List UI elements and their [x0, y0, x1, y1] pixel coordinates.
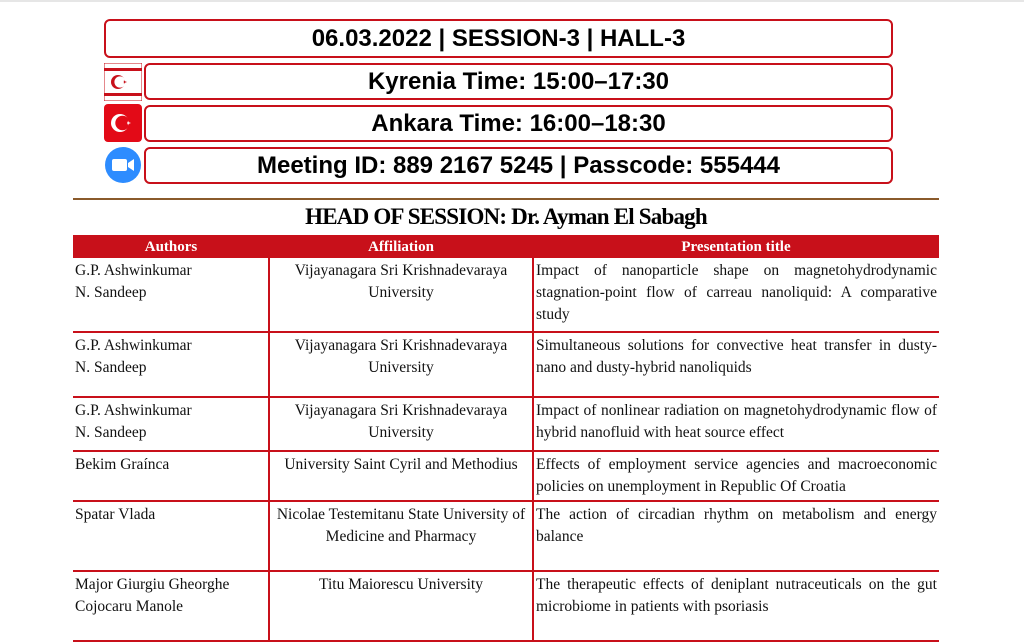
author-name: Spatar Vlada [75, 506, 156, 523]
author-name: Major Giurgiu Gheorghe [75, 576, 230, 593]
presentations-table [73, 235, 939, 642]
affiliation-cell: Titu Maiorescu University [269, 571, 533, 641]
affiliation-cell: University Saint Cyril and Methodius [269, 451, 533, 501]
table-row [73, 451, 939, 501]
table-row [73, 571, 939, 641]
author-name: G.P. Ashwinkumar [75, 262, 192, 279]
author-name: N. Sandeep [75, 359, 147, 376]
authors-cell [73, 258, 269, 332]
meeting-info-banner [144, 147, 893, 184]
table-row [73, 397, 939, 451]
title-cell: The action of circadian rhythm on metabolism and energy balance [533, 501, 939, 571]
title-cell: Simultaneous solutions for convective heat transfer in dusty-nano and dusty-hybrid nanoliquids [533, 332, 939, 397]
zoom-video-icon [104, 146, 142, 184]
affiliation-cell: Nicolae Testemitanu State University of Medicine and Pharmacy [269, 501, 533, 571]
meeting-text: Meeting ID: 889 2167 5245 | Passcode: 555444 [256, 151, 781, 179]
kyrenia-time-banner [144, 63, 893, 100]
title-cell: Effects of employment service agencies and macroeconomic policies on unemployment in Republic Of Croatia [533, 451, 939, 501]
authors-cell [73, 571, 269, 641]
author-name: G.P. Ashwinkumar [75, 402, 192, 419]
turkey-flag-icon [104, 104, 142, 142]
ankara-time-text: Ankara Time: 16:00–18:30 [371, 109, 666, 137]
title-cell: The therapeutic effects of deniplant nutraceuticals on the gut microbiome in patients with psoriasis [533, 571, 939, 641]
authors-cell [73, 332, 269, 397]
trnc-flag-icon [104, 63, 142, 101]
head-of-session-title: HEAD OF SESSION: Dr. Ayman El Sabagh [305, 204, 707, 229]
author-name: N. Sandeep [75, 284, 147, 301]
table-row [73, 332, 939, 397]
author-name: Bekim Graínca [75, 456, 170, 473]
session-banner [104, 19, 893, 58]
author-name: Cojocaru Manole [75, 598, 184, 615]
column-header-title: Presentation title [533, 235, 939, 258]
ankara-time-banner [144, 105, 893, 142]
author-name: G.P. Ashwinkumar [75, 337, 192, 354]
title-cell: Impact of nonlinear radiation on magnetohydrodynamic flow of hybrid nanofluid with heat source effect [533, 397, 939, 451]
affiliation-cell: Vijayanagara Sri Krishnadevaraya University [269, 397, 533, 451]
kyrenia-time-text: Kyrenia Time: 15:00–17:30 [367, 67, 670, 95]
affiliation-cell: Vijayanagara Sri Krishnadevaraya University [269, 258, 533, 332]
section-divider [73, 198, 939, 200]
session-text: 06.03.2022 | SESSION-3 | HALL-3 [311, 24, 686, 52]
authors-cell [73, 451, 269, 501]
column-header-affiliation: Affiliation [269, 235, 533, 258]
table-row [73, 501, 939, 571]
column-header-authors: Authors [73, 235, 269, 258]
table-header-row [73, 235, 939, 258]
author-name: N. Sandeep [75, 424, 147, 441]
top-border [0, 0, 1024, 2]
authors-cell [73, 501, 269, 571]
title-cell: Impact of nanoparticle shape on magnetohydrodynamic stagnation-point flow of carreau nanoliquid: A comparative study [533, 258, 939, 332]
authors-cell [73, 397, 269, 451]
table-row [73, 258, 939, 332]
affiliation-cell: Vijayanagara Sri Krishnadevaraya University [269, 332, 533, 397]
